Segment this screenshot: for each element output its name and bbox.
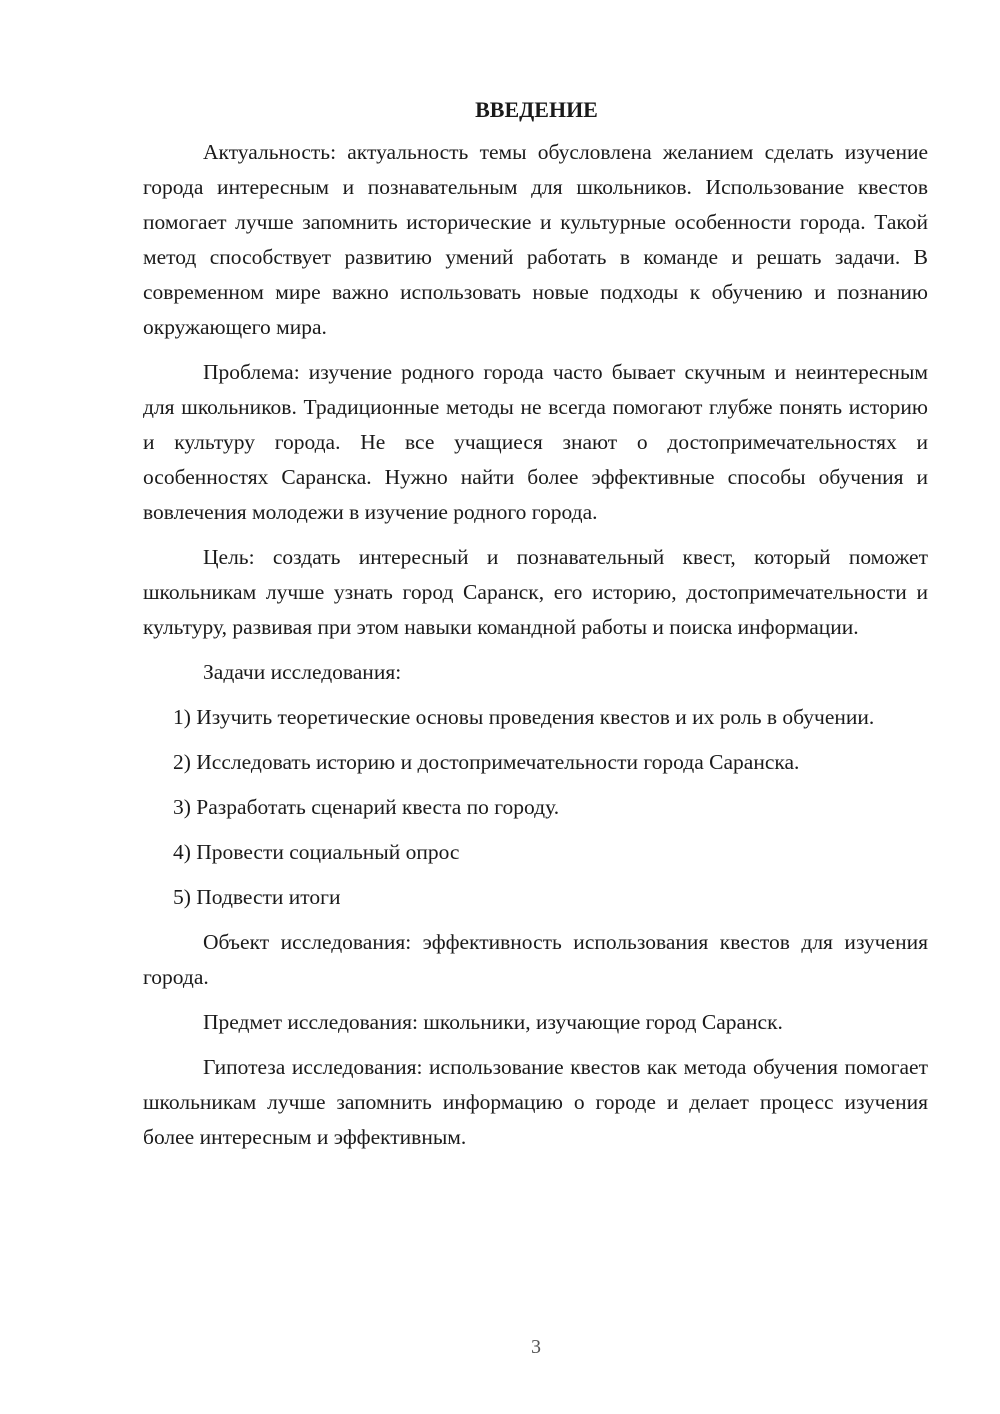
list-item: 5) Подвести итоги bbox=[173, 885, 341, 909]
list-item: 1) Изучить теоретические основы проведения квестов и их роль в обучении. bbox=[173, 705, 875, 729]
hypothesis-paragraph: Гипотеза исследования: использование квестов как метода обучения помогает школьникам лучше запомнить информацию о городе и делает процесс изучения более интересным и эффективным. bbox=[143, 1055, 928, 1149]
list-item: 2) Исследовать историю и достопримечательности города Саранска. bbox=[173, 750, 800, 774]
tasks-heading: Задачи исследования: bbox=[203, 660, 402, 684]
section-title: ВВЕДЕНИЕ bbox=[475, 97, 598, 122]
page-content bbox=[143, 92, 928, 1165]
problem-paragraph: Проблема: изучение родного города часто бывает скучным и неинтересным для школьников. Традиционные методы не всегда помогают глубже понять историю и культуру города. Не все учащиеся знают о достопримечательностях и особенностях Саранска. Нужно найти более эффективные способы обучения и вовлечения молодежи в изучение родного города. bbox=[143, 360, 928, 524]
page-number: 3 bbox=[531, 1336, 541, 1358]
list-item: 3) Разработать сценарий квеста по городу. bbox=[173, 795, 560, 819]
subject-paragraph: Предмет исследования: школьники, изучающие город Саранск. bbox=[203, 1010, 783, 1034]
list-item: 4) Провести социальный опрос bbox=[173, 840, 460, 864]
tasks-list bbox=[143, 700, 928, 915]
relevance-paragraph: Актуальность: актуальность темы обусловлена желанием сделать изучение города интересным и познавательным для школьников. Использование квестов помогает лучше запомнить исторические и культурные особенности города. Такой метод способствует развитию умений работать в команде и решать задачи. В современном мире важно использовать новые подходы к обучению и познанию окружающего мира. bbox=[143, 140, 928, 339]
object-paragraph: Объект исследования: эффективность использования квестов для изучения города. bbox=[143, 930, 928, 989]
goal-paragraph: Цель: создать интересный и познавательный квест, который поможет школьникам лучше узнать город Саранск, его историю, достопримечательности и культуру, развивая при этом навыки командной работы и поиска информации. bbox=[143, 545, 928, 639]
